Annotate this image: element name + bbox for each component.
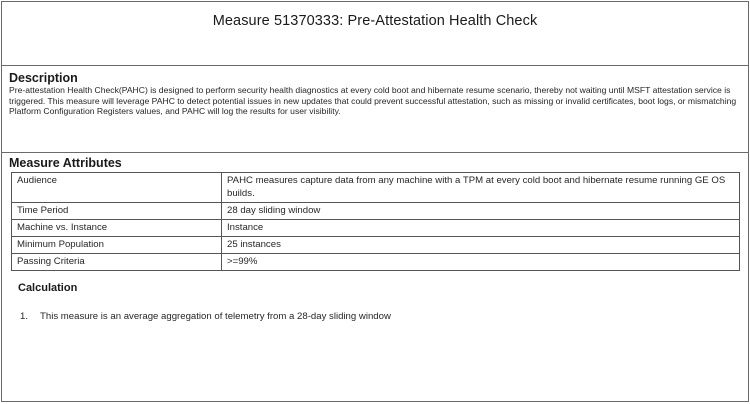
description-heading: Description [9, 71, 78, 85]
page-title: Measure 51370333: Pre-Attestation Health Check [212, 13, 538, 29]
table-row [12, 254, 740, 271]
title-band [2, 2, 748, 66]
calculation-list [2, 311, 748, 322]
attribute-key: Passing Criteria [12, 254, 222, 271]
table-row [12, 203, 740, 220]
list-item [20, 311, 748, 322]
attribute-value: Instance [222, 220, 740, 237]
measure-document [1, 1, 749, 402]
calculation-section [2, 282, 748, 322]
attributes-section [2, 156, 748, 271]
attributes-heading: Measure Attributes [9, 156, 122, 170]
attribute-key: Audience [12, 173, 222, 203]
attribute-key: Minimum Population [12, 237, 222, 254]
attribute-key: Time Period [12, 203, 222, 220]
description-text: Pre-attestation Health Check(PAHC) is designed to perform security health diagnostics at every cold boot and hibernate resume scenario, thereby not waiting until MSFT attestation service is triggered. This measure will leverage PAHC to detect potential issues in new updates that could prevent successful attestation, such as missing or invalid certificates, boot logs, or mismatching Platform Configuration Registers values, and PAHC will log the results for user visibility. [9, 85, 737, 117]
attribute-value: 25 instances [222, 237, 740, 254]
attribute-value: PAHC measures capture data from any machine with a TPM at every cold boot and hibernate resume running GE OS builds. [222, 173, 740, 203]
attribute-value: >=99% [222, 254, 740, 271]
table-row [12, 220, 740, 237]
attributes-table [11, 172, 740, 271]
attribute-key: Machine vs. Instance [12, 220, 222, 237]
table-row [12, 173, 740, 203]
attribute-value: 28 day sliding window [222, 203, 740, 220]
list-item-text: This measure is an average aggregation of telemetry from a 28-day sliding window [40, 311, 391, 322]
description-section [2, 71, 748, 153]
list-item-number: 1. [20, 311, 29, 322]
calculation-heading: Calculation [18, 282, 78, 294]
table-row [12, 237, 740, 254]
